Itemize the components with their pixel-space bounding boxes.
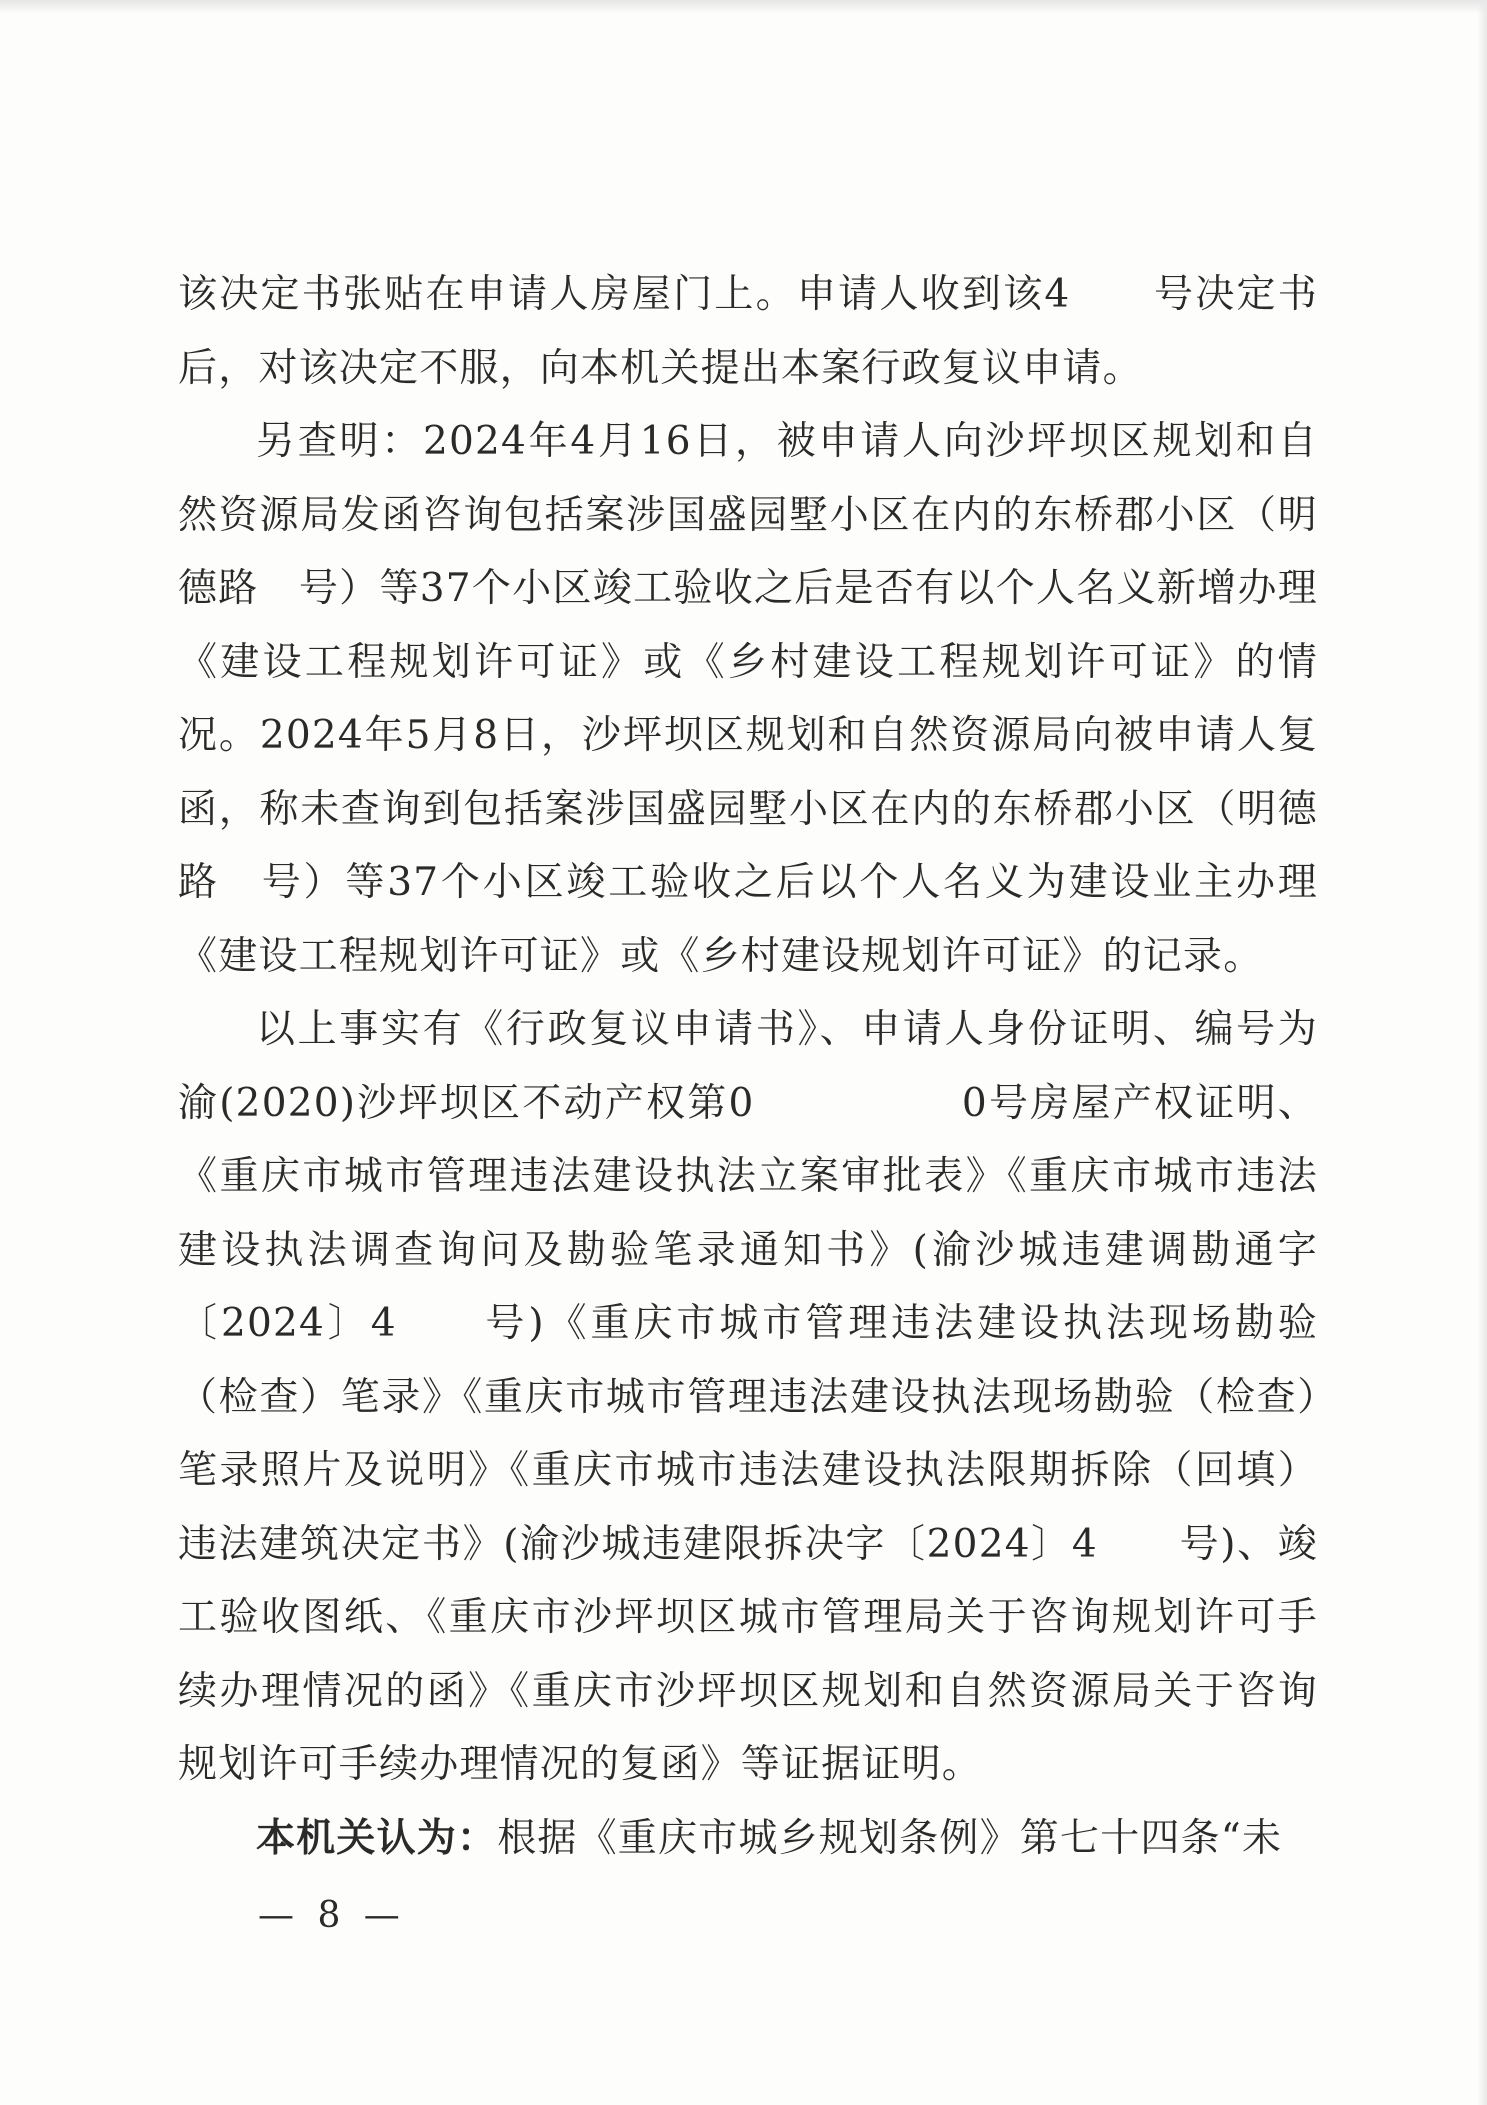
agency-opinion-lead: 本机关认为： xyxy=(256,1815,498,1861)
paragraph-further-findings: 另查明：2024年4月16日，被申请人向沙坪坝区规划和自然资源局发函咨询包括案涉国盛园墅小区在内的东桥郡小区（明德路 号）等37个小区竣工验收之后是否有以个人名义新增办理《建设工程规划许可证》或《乡村建设工程规划许可证》的情况。2024年5月8日，沙坪坝区规划和自然资源局向被申请人复函，称未查询到包括案涉国盛园墅小区在内的东桥郡小区（明德路 号）等37个小区竣工验收之后以个人名义为建设业主办理《建设工程规划许可证》或《乡村建设规划许可证》的记录。 xyxy=(178,419,1318,979)
paragraph-decision-posted: 该决定书张贴在申请人房屋门上。申请人收到该4 号决定书后，对该决定不服，向本机关提出本案行政复议申请。 xyxy=(178,272,1318,391)
page-number: — 8 — xyxy=(258,1895,406,1936)
document-body xyxy=(178,258,1318,1875)
agency-opinion-text: 根据《重庆市城乡规划条例》第七十四条“未 xyxy=(497,1815,1283,1861)
scan-edge-top xyxy=(0,0,1487,14)
scan-edge-right xyxy=(1477,0,1487,2105)
paragraph-agency-opinion xyxy=(178,1802,1318,1876)
paragraph-evidence: 以上事实有《行政复议申请书》、申请人身份证明、编号为渝(2020)沙坪坝区不动产权第0 0号房屋产权证明、《重庆市城市管理违法建设执法立案审批表》《重庆市城市违法建设执法调查询问及勘验笔录通知书》(渝沙城违建调勘通字〔2024〕4 号)《重庆市城市管理违法建设执法现场勘验（检查）笔录》《重庆市城市管理违法建设执法现场勘验（检查）笔录照片及说明》《重庆市城市违法建设执法限期拆除（回填）违法建筑决定书》(渝沙城违建限拆决字〔2024〕4 号)、竣工验收图纸、《重庆市沙坪坝区城市管理局关于咨询规划许可手续办理情况的函》《重庆市沙坪坝区规划和自然资源局关于咨询规划许可手续办理情况的复函》等证据证明。 xyxy=(178,1007,1318,1787)
